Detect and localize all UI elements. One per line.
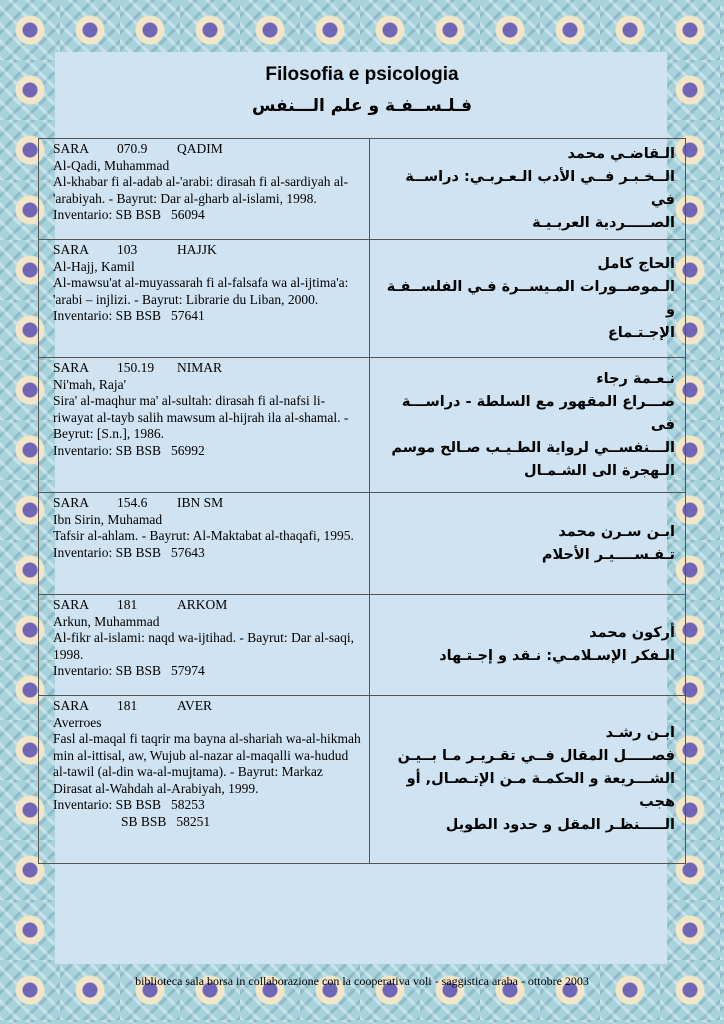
record-inventory xyxy=(53,814,363,831)
call-class: 181 xyxy=(117,597,138,612)
inventory-number: 57643 xyxy=(171,544,205,560)
record-latin-cell xyxy=(39,139,370,240)
record-arabic-cell xyxy=(370,358,686,493)
record-author: Al-Qadi, Muhammad xyxy=(53,157,170,173)
record-arabic-cell xyxy=(370,493,686,595)
catalog-row xyxy=(39,240,686,358)
record-author: Averroes xyxy=(53,714,102,730)
record-arabic-cell xyxy=(370,595,686,696)
arabic-line: أركون محمد xyxy=(589,625,675,641)
record-latin-cell xyxy=(39,595,370,696)
record-inventory xyxy=(53,663,363,680)
arabic-line: الشـــريعة و الحكمـة مـن الإتـصـال, أو هجب xyxy=(406,771,675,810)
arabic-line: الـــنفســي لرواية الطـيـب صـالح موسم xyxy=(391,439,675,456)
call-section: SARA xyxy=(53,597,90,612)
inventory-number: 56094 xyxy=(171,207,205,222)
catalog-row xyxy=(39,358,686,493)
call-class: 150.19 xyxy=(117,360,155,375)
record-latin-cell xyxy=(39,493,370,595)
inventory-label: Inventario: xyxy=(53,442,113,458)
catalog-row xyxy=(39,696,686,864)
record-author: Ni'mah, Raja' xyxy=(53,376,127,392)
call-code: NIMAR xyxy=(177,360,223,375)
record-arabic-cell xyxy=(370,240,686,358)
inventory-library: SB BSB xyxy=(115,797,162,812)
call-class: 103 xyxy=(117,242,138,257)
call-number xyxy=(53,698,363,715)
call-number xyxy=(53,360,363,377)
record-arabic-cell xyxy=(370,139,686,240)
call-number xyxy=(53,242,363,259)
catalog-row xyxy=(39,595,686,696)
record-description: Tafsir al-ahlam. - Bayrut: Al-Maktabat al-thaqafi, 1995. xyxy=(53,528,354,543)
record-inventory xyxy=(53,797,363,814)
call-section: SARA xyxy=(53,141,90,156)
inventory-label: Inventario: xyxy=(53,663,113,678)
call-number xyxy=(53,597,363,614)
record-latin-cell xyxy=(39,240,370,358)
catalog-row xyxy=(39,139,686,240)
record-inventory xyxy=(53,545,363,562)
record-description: Al-fikr al-islami: naqd wa-ijtihad. - Bayrut: Dar al-saqi, 1998. xyxy=(53,630,355,662)
arabic-line: الــخـبـر فــي الأدب الـعـربـي: دراســة في xyxy=(405,169,675,208)
inventory-library: SB BSB xyxy=(115,308,162,323)
inventory-library: SB BSB xyxy=(115,544,162,560)
call-class: 070.9 xyxy=(117,141,148,156)
arabic-line: الصـــــردية العربـيـة xyxy=(532,215,675,231)
call-code: IBN SM xyxy=(177,495,224,510)
inventory-library: SB BSB xyxy=(115,207,162,222)
call-number xyxy=(53,141,363,158)
record-latin-cell xyxy=(39,696,370,864)
inventory-library: SB BSB xyxy=(115,663,162,678)
arabic-line: ابـن سـرن محمد xyxy=(558,523,675,540)
arabic-line: تـفـســــيـر الأحلام xyxy=(541,546,675,563)
call-section: SARA xyxy=(53,495,90,510)
inventory-number: 57641 xyxy=(171,308,205,323)
call-code: AVER xyxy=(177,698,213,713)
arabic-line: صـــراع المقهور مع السلطة - دراســـة فى xyxy=(401,393,675,433)
record-author: Ibn Sirin, Muhamad xyxy=(53,511,163,527)
record-latin-cell xyxy=(39,358,370,493)
record-description: Al-mawsu'at al-muyassarah fi al-falsafa wa al-ijtima'a: 'arabi – injlizi. - Bayrut: Librarie du Liban, 2000. xyxy=(53,275,349,307)
call-code: QADIM xyxy=(177,141,223,156)
catalog-row xyxy=(39,493,686,595)
call-number xyxy=(53,495,363,512)
call-section: SARA xyxy=(53,698,90,713)
arabic-line: نـعـمة رجاء xyxy=(596,370,675,387)
arabic-line: ابـن رشـد xyxy=(605,725,675,741)
record-author: Arkun, Muhammad xyxy=(53,613,160,629)
arabic-line: الـقاضـي محمد xyxy=(567,146,675,162)
call-class: 181 xyxy=(117,698,138,713)
arabic-line: الـــــنظـر المقل و حدود الطويل xyxy=(445,817,675,833)
record-inventory xyxy=(53,308,363,325)
inventory-number: 57974 xyxy=(171,663,205,678)
arabic-line: الإجـتـماع xyxy=(607,324,675,341)
call-code: HAJJK xyxy=(177,242,217,257)
inventory-number: 56992 xyxy=(171,442,205,458)
catalog-table xyxy=(38,138,686,864)
call-section: SARA xyxy=(53,242,90,257)
arabic-line: الحاج كامل xyxy=(597,255,675,272)
record-inventory xyxy=(53,443,363,460)
footer-credits: biblioteca sala borsa in collaborazione con la cooperativa voli - saggistica araba - ottobre 2003 xyxy=(135,974,589,988)
inventory-number: 58253 xyxy=(171,797,205,812)
inventory-label: Inventario: xyxy=(53,308,113,323)
record-description: Fasl al-maqal fi taqrir ma bayna al-shariah wa-al-hikmah min al-ittisal, aw, Wujub al-nazar al-maqalli wa-hudud al-tawil (al-din wa-al-mujtama). - Bayrut: Markaz Dirasat al-Wahdah al-Arabiyah, 1999. xyxy=(53,731,361,796)
arabic-line: فصـــــل المقال فــي تقـريـر مـا بــيـن xyxy=(397,748,675,764)
arabic-line: الـهجرة الى الشـمـال xyxy=(524,462,675,479)
call-section: SARA xyxy=(53,360,90,375)
inventory-label: Inventario: xyxy=(53,544,113,560)
record-author: Al-Hajj, Kamil xyxy=(53,258,135,274)
inventory-library: SB BSB xyxy=(115,442,162,458)
inventory-label: Inventario: xyxy=(53,797,113,812)
call-class: 154.6 xyxy=(117,495,148,510)
inventory-library: SB BSB xyxy=(121,813,167,829)
arabic-line: الـموصــورات المـيســرة فـي الفلســفـة و xyxy=(386,278,675,318)
record-description: Sira' al-maqhur ma' al-sultah: dirasah fi al-nafsi li-riwayat al-tayb salih mawsum al-hijrah ila al-shamal. - Beyrut: [S.n.], 1986. xyxy=(53,393,349,441)
call-code: ARKOM xyxy=(177,597,228,612)
inventory-number: 58251 xyxy=(176,813,211,829)
page-subtitle-arabic: فـلـســفـة و علم الـــنفس xyxy=(251,96,473,116)
record-description: Al-khabar fi al-adab al-'arabi: dirasah fi al-sardiyah al-'arabiyah. - Bayrut: Dar al-gharb al-islami, 1998. xyxy=(53,174,349,206)
page-title: Filosofia e psicologia xyxy=(265,64,459,85)
inventory-label: Inventario: xyxy=(53,207,113,222)
record-inventory xyxy=(53,207,363,224)
arabic-line: الـفكر الإسـلامـي: نـقد و إجـتـهاد xyxy=(439,648,675,664)
record-arabic-cell xyxy=(370,696,686,864)
